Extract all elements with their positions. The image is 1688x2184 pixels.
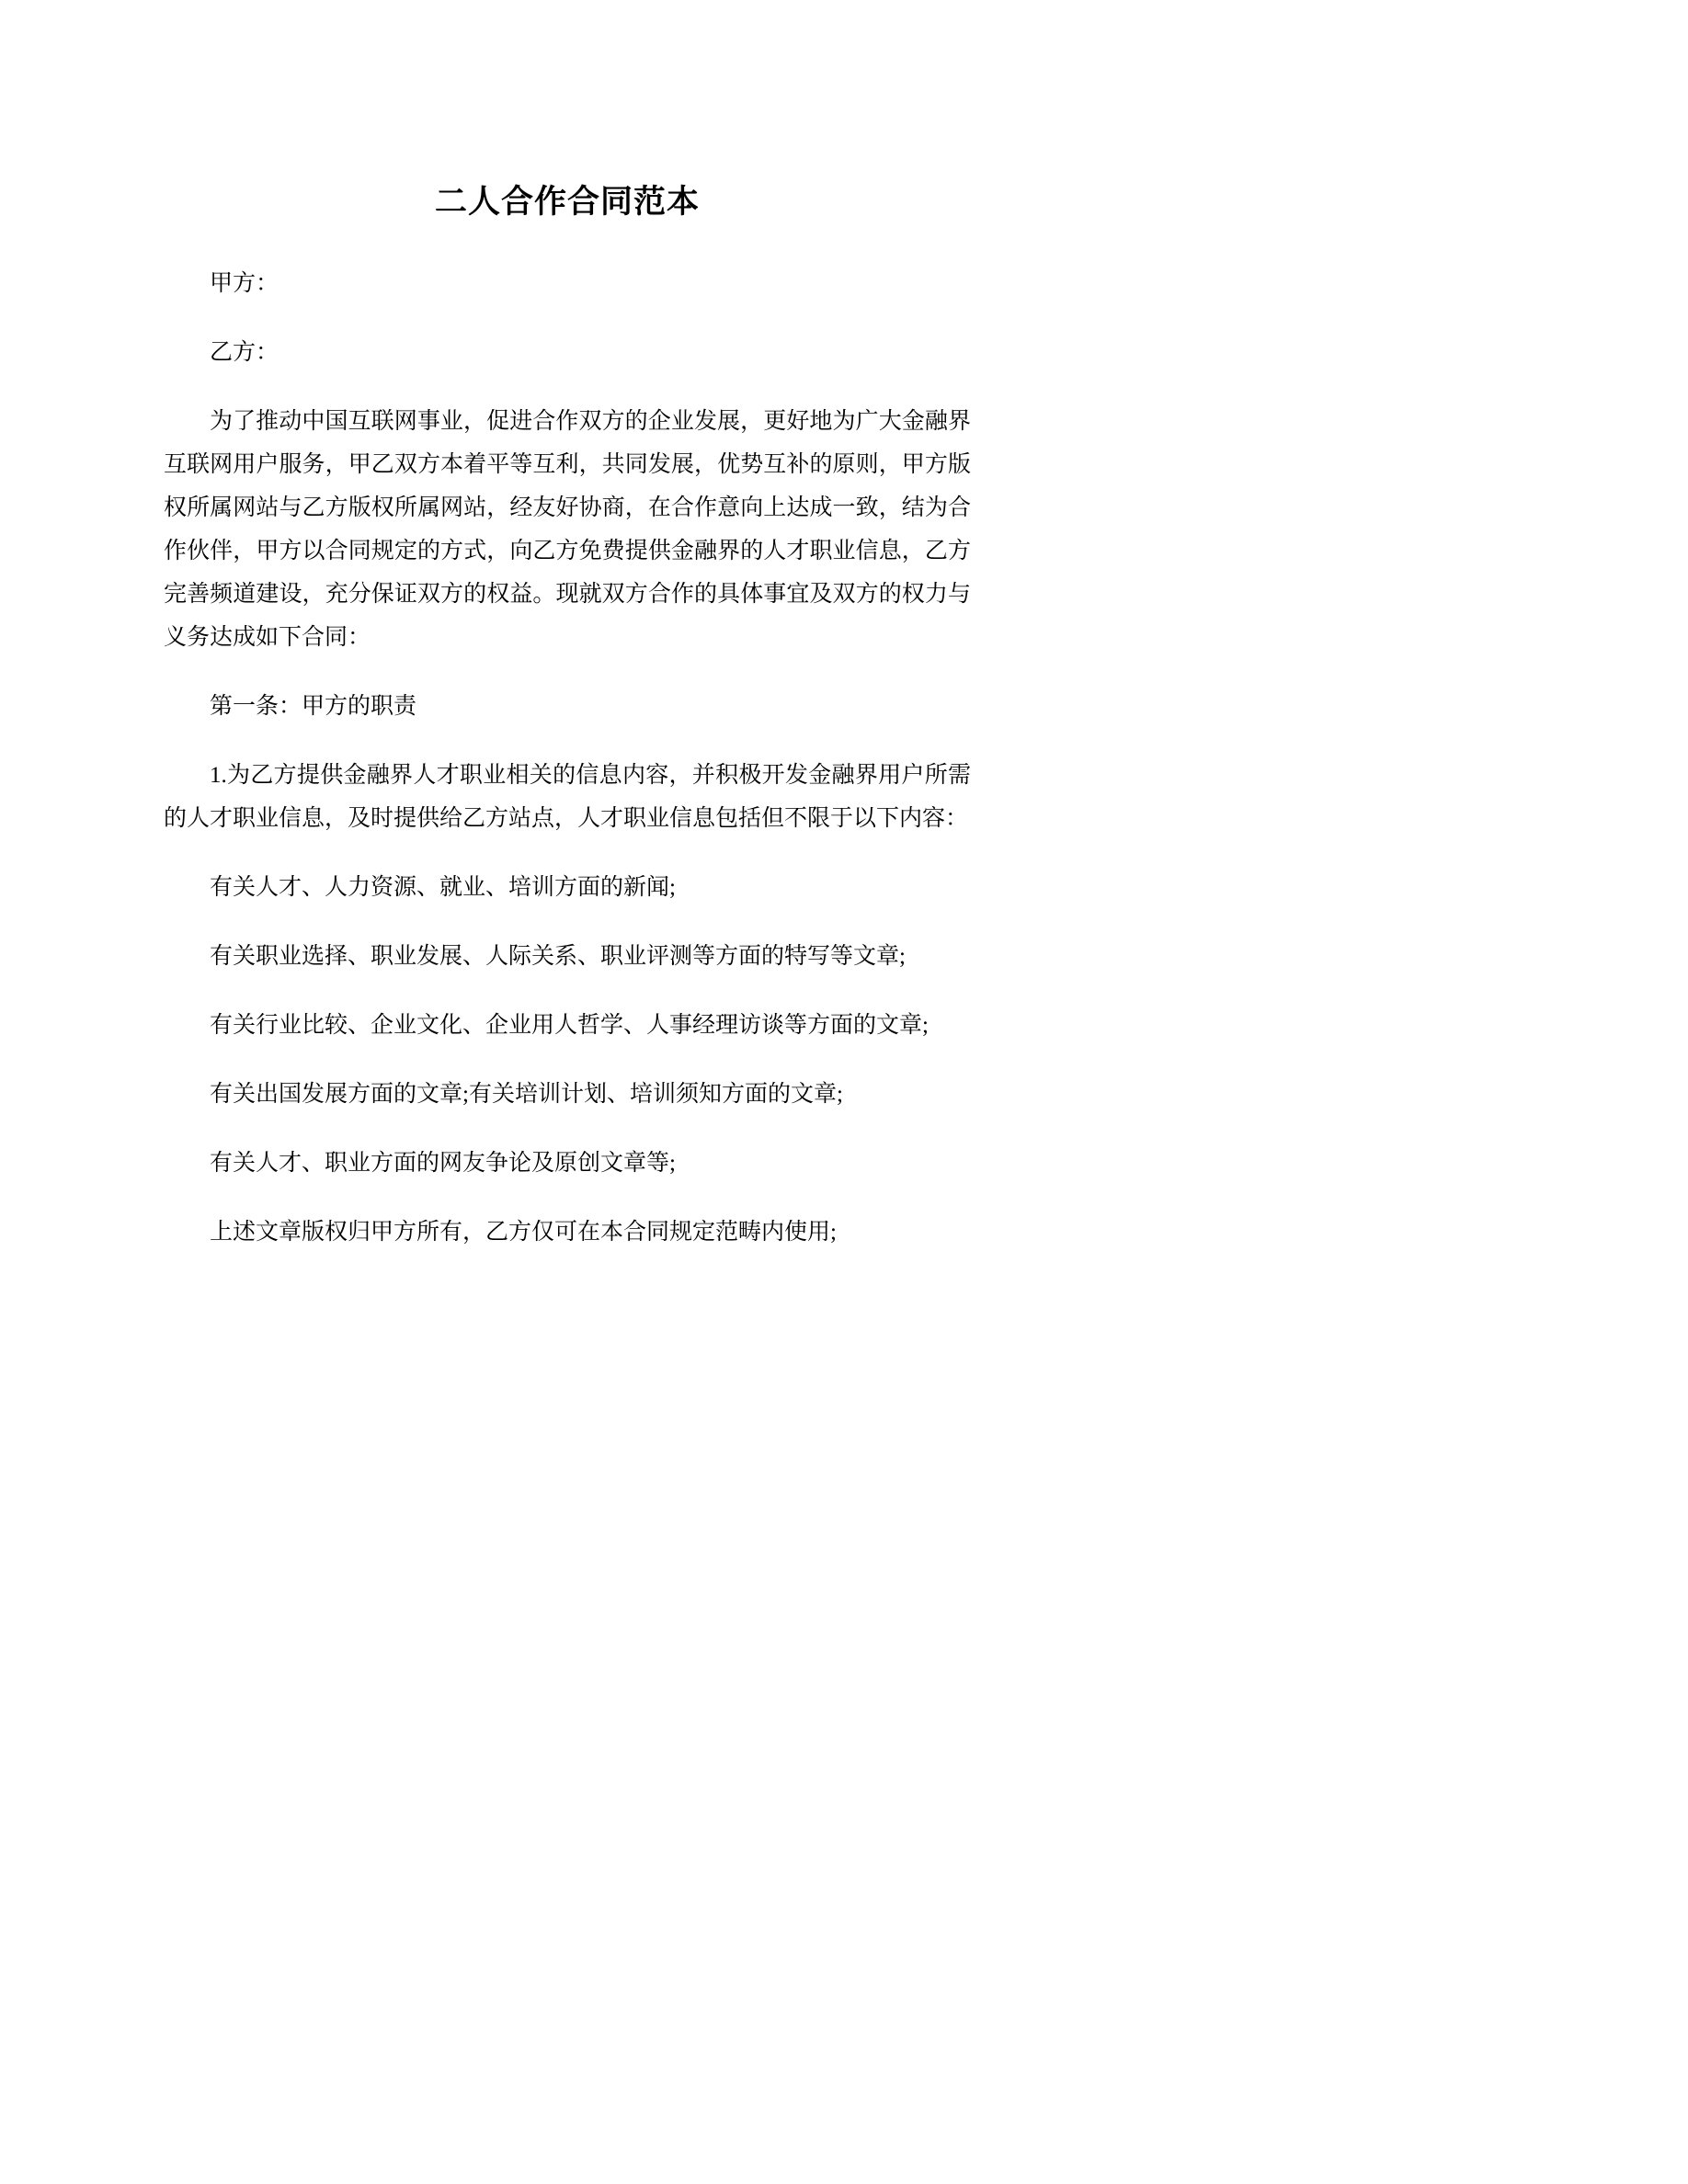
list-item-user-discussions: 有关人才、职业方面的网友争论及原创文章等; [210,1151,676,1176]
party-b-line: 乙方： [210,340,279,365]
preamble-paragraph: 为了推动中国互联网事业，促进合作双方的企业发展，更好地为广大金融界互联网用户服务，甲乙双方本着平等互利，共同发展，优势互补的原则，甲方版权所属网站与乙方版权所属网站，经友好协商，在合作意向上达成一致，结为合作伙伴，甲方以合同规定的方式，向乙方免费提供金融界的人才职业信息，乙方完善频道建设，充分保证双方的权益。现就双方合作的具体事宜及双方的权力与义务达成如下合同： [164,409,971,650]
list-item-career-features: 有关职业选择、职业发展、人际关系、职业评测等方面的特写等文章; [210,944,906,969]
clause-1-1-paragraph: 1.为乙方提供金融界人才职业相关的信息内容，并积极开发金融界用户所需的人才职业信息，及时提供给乙方站点，人才职业信息包括但不限于以下内容： [164,763,971,831]
list-item-abroad-training-articles: 有关出国发展方面的文章;有关培训计划、培训须知方面的文章; [210,1082,843,1107]
list-item-talent-news: 有关人才、人力资源、就业、培训方面的新闻; [210,875,676,900]
document-content [164,180,971,1280]
party-a-line: 甲方： [210,271,279,296]
list-item-industry-articles: 有关行业比较、企业文化、企业用人哲学、人事经理访谈等方面的文章; [210,1013,929,1038]
document-title: 二人合作合同范本 [434,184,700,220]
copyright-note: 上述文章版权归甲方所有，乙方仅可在本合同规定范畴内使用; [210,1220,837,1245]
article-1-heading: 第一条：甲方的职责 [210,694,417,719]
